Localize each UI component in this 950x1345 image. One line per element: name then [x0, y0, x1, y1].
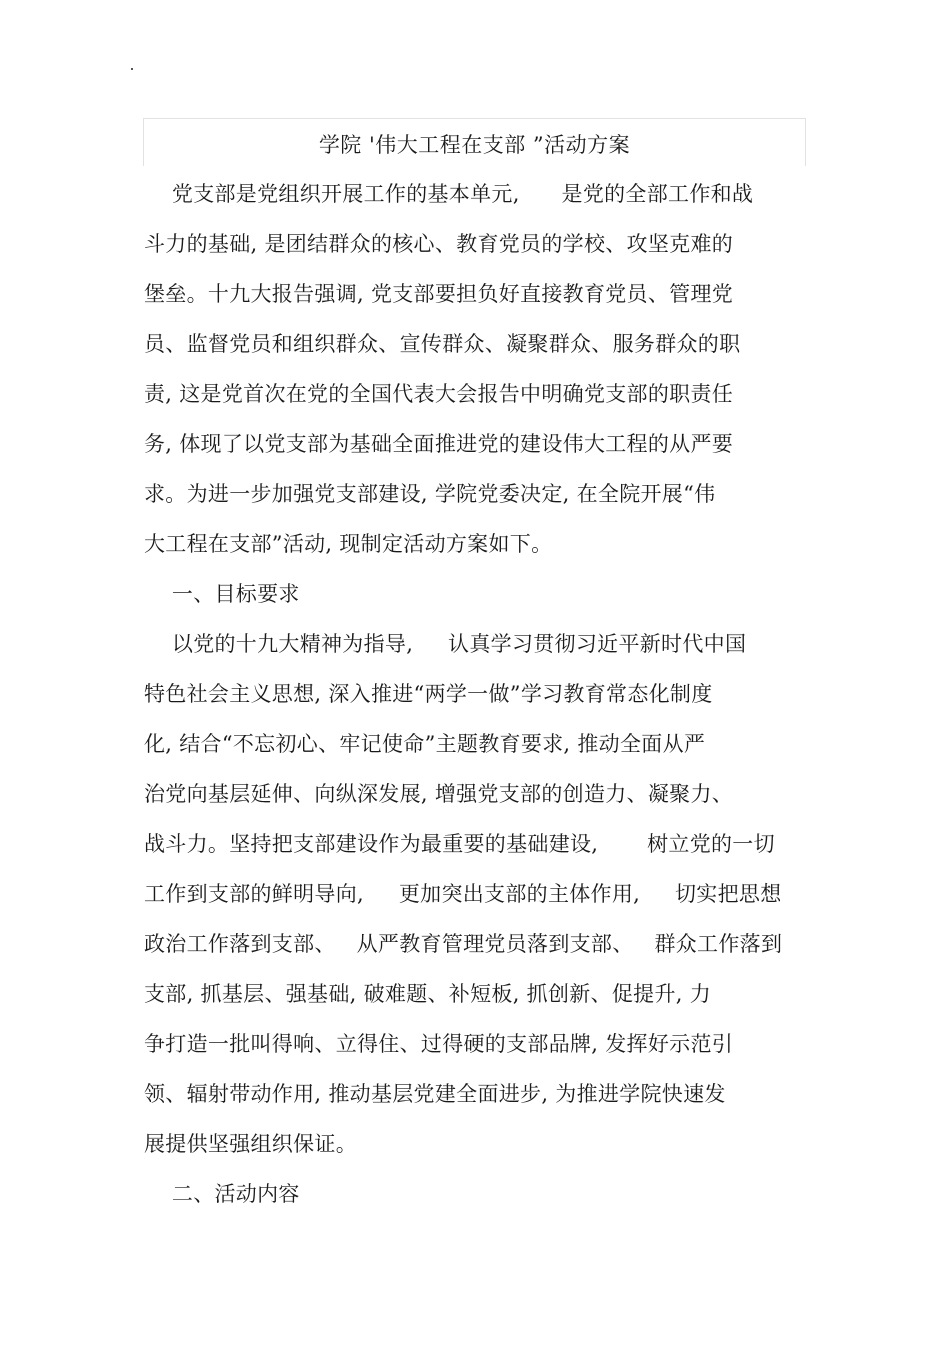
paragraph-line: 工作到支部的鲜明导向, 更加突出支部的主体作用, 切实把思想 — [144, 882, 782, 906]
paragraph-line: 化, 结合“不忘初心、牢记使命”主题教育要求, 推动全面从严 — [144, 732, 706, 756]
section-heading: 一、目标要求 — [144, 582, 300, 606]
paragraph-line: 责, 这是党首次在党的全国代表大会报告中明确党支部的职责任 — [144, 382, 734, 406]
paragraph-line: 战斗力。坚持把支部建设作为最重要的基础建设, 树立党的一切 — [144, 832, 775, 856]
paragraph-line: 争打造一批叫得响、立得住、过得硬的支部品牌, 发挥好示范引 — [144, 1032, 734, 1056]
paragraph-line: 治党向基层延伸、向纵深发展, 增强党支部的创造力、凝聚力、 — [144, 782, 734, 806]
paragraph-line: 以党的十九大精神为指导, 认真学习贯彻习近平新时代中国 — [144, 632, 747, 656]
title-frame — [143, 118, 806, 166]
paragraph-line: 求。为进一步加强党支部建设, 学院党委决定, 在全院开展“伟 — [144, 482, 716, 506]
section-heading: 二、活动内容 — [144, 1182, 300, 1206]
paragraph-line: 员、监督党员和组织群众、宣传群众、凝聚群众、服务群众的职 — [144, 332, 741, 356]
paragraph-line: 政治工作落到支部、 从严教育管理党员落到支部、 群众工作落到 — [144, 932, 783, 956]
paragraph-line: 务, 体现了以党支部为基础全面推进党的建设伟大工程的从严要 — [144, 432, 734, 456]
paragraph-line: 特色社会主义思想, 深入推进“两学一做”学习教育常态化制度 — [144, 682, 713, 706]
paragraph-line: 领、辐射带动作用, 推动基层党建全面进步, 为推进学院快速发 — [144, 1082, 726, 1106]
paragraph-line: 党支部是党组织开展工作的基本单元, 是党的全部工作和战 — [144, 182, 754, 206]
document-title: 学院 '伟大工程在支部 ”活动方案 — [318, 133, 631, 157]
paragraph-line: 斗力的基础, 是团结群众的核心、教育党员的学校、攻坚克难的 — [144, 232, 734, 256]
paragraph-line: 大工程在支部”活动, 现制定活动方案如下。 — [144, 532, 553, 556]
paragraph-line: 支部, 抓基层、强基础, 破难题、补短板, 抓创新、促提升, 力 — [144, 982, 711, 1006]
paragraph-line: 展提供坚强组织保证。 — [144, 1132, 357, 1156]
paragraph-line: 堡垒。十九大报告强调, 党支部要担负好直接教育党员、管理党 — [144, 282, 734, 306]
stray-mark — [131, 68, 133, 70]
